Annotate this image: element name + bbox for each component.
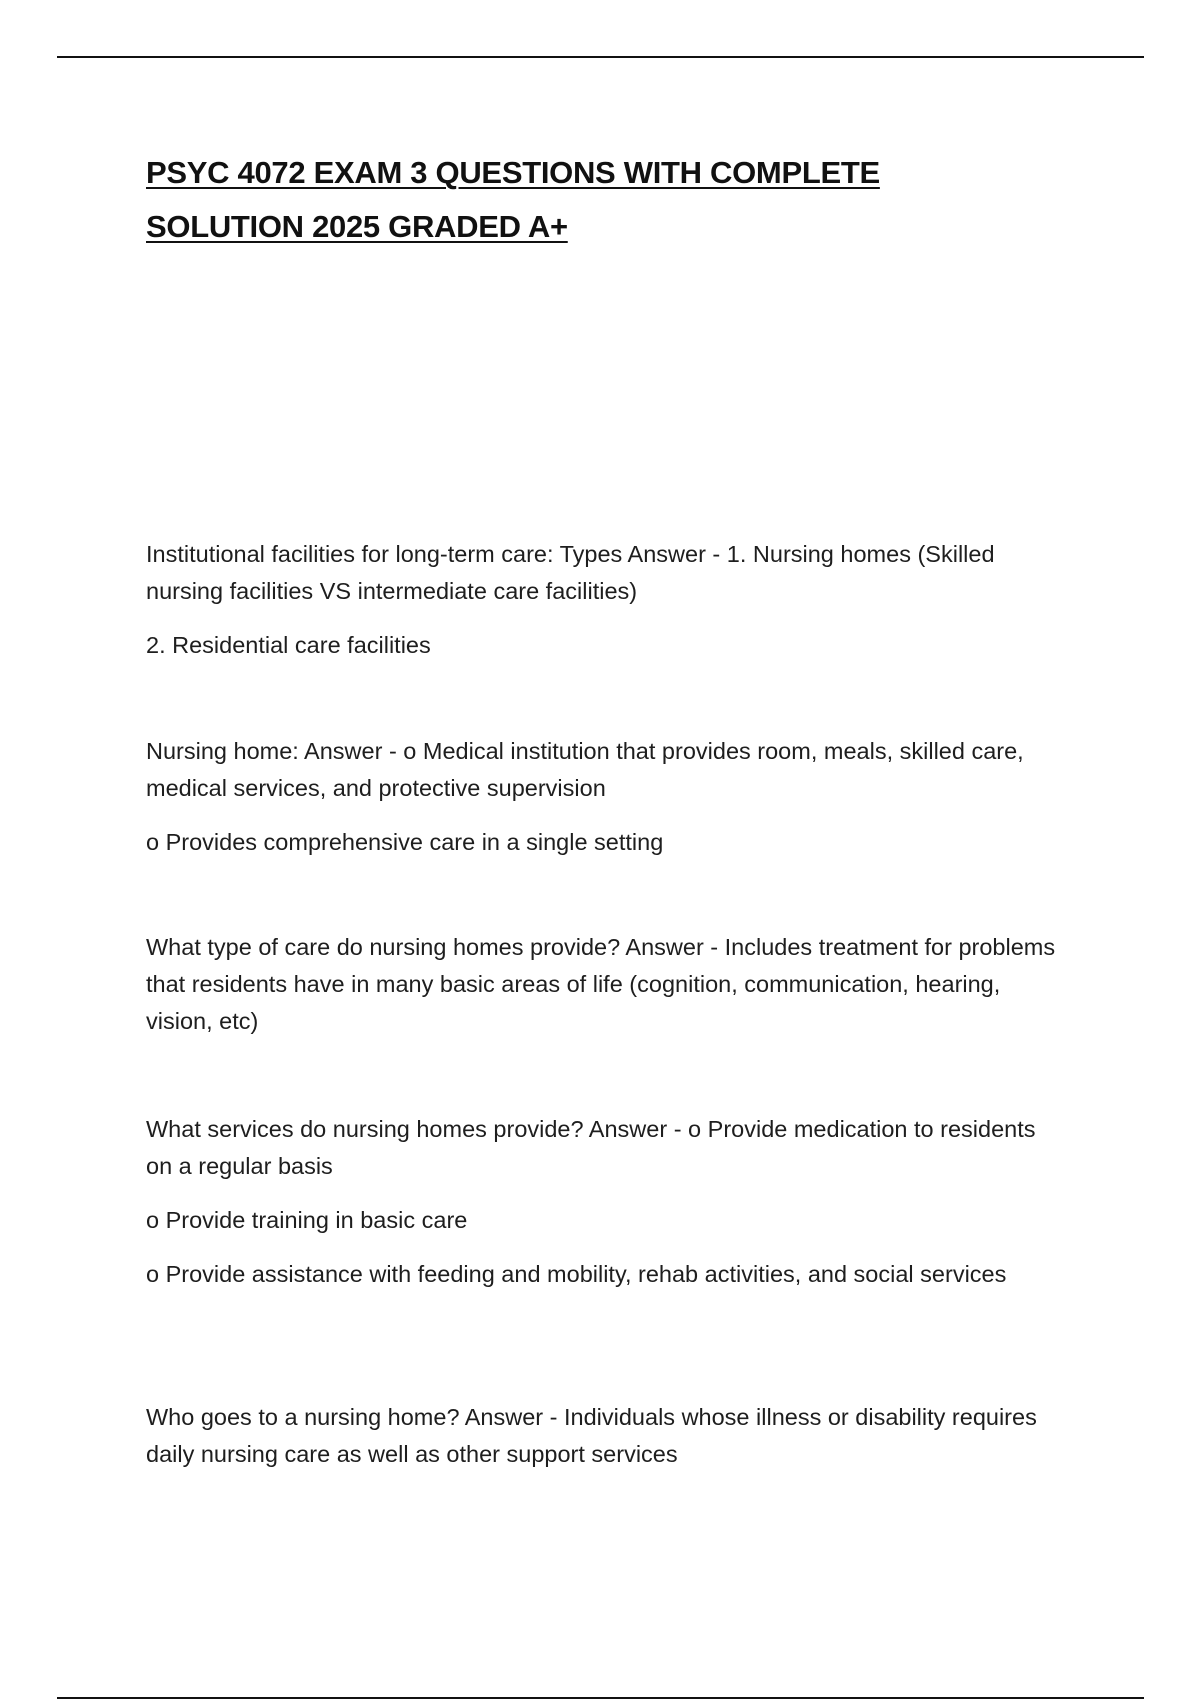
qa-2-paragraph-1: Nursing home: Answer - o Medical institution that provides room, meals, skilled care, medical services, and protective supervision <box>146 738 1024 801</box>
qa-5-paragraph-1: Who goes to a nursing home? Answer - Individuals whose illness or disability requires daily nursing care as well as other support services <box>146 1404 1037 1467</box>
qa-2-paragraph-2: o Provides comprehensive care in a single setting <box>146 829 664 855</box>
qa-item-4 <box>146 1111 1066 1293</box>
qa-item-2 <box>146 733 1066 861</box>
qa-3-paragraph-1: What type of care do nursing homes provide? Answer - Includes treatment for problems that residents have in many basic areas of life (cognition, communication, hearing, vision, etc) <box>146 934 1056 1034</box>
qa-4-paragraph-3: o Provide assistance with feeding and mobility, rehab activities, and social services <box>146 1261 1007 1287</box>
qa-1-paragraph-2: 2. Residential care facilities <box>146 632 431 658</box>
document-title <box>146 146 1046 254</box>
qa-4-paragraph-1: What services do nursing homes provide? Answer - o Provide medication to residents on a regular basis <box>146 1116 1036 1179</box>
footer-rule <box>57 1697 1144 1699</box>
qa-4-paragraph-2: o Provide training in basic care <box>146 1207 468 1233</box>
qa-item-1 <box>146 536 1066 664</box>
header-rule <box>57 56 1144 58</box>
qa-1-paragraph-1: Institutional facilities for long-term care: Types Answer - 1. Nursing homes (Skilled nursing facilities VS intermediate care facilities) <box>146 541 995 604</box>
qa-item-3 <box>146 929 1066 1040</box>
qa-item-5 <box>146 1399 1066 1473</box>
title-line-2: SOLUTION 2025 GRADED A+ <box>146 209 568 244</box>
title-line-1: PSYC 4072 EXAM 3 QUESTIONS WITH COMPLETE <box>146 155 880 190</box>
